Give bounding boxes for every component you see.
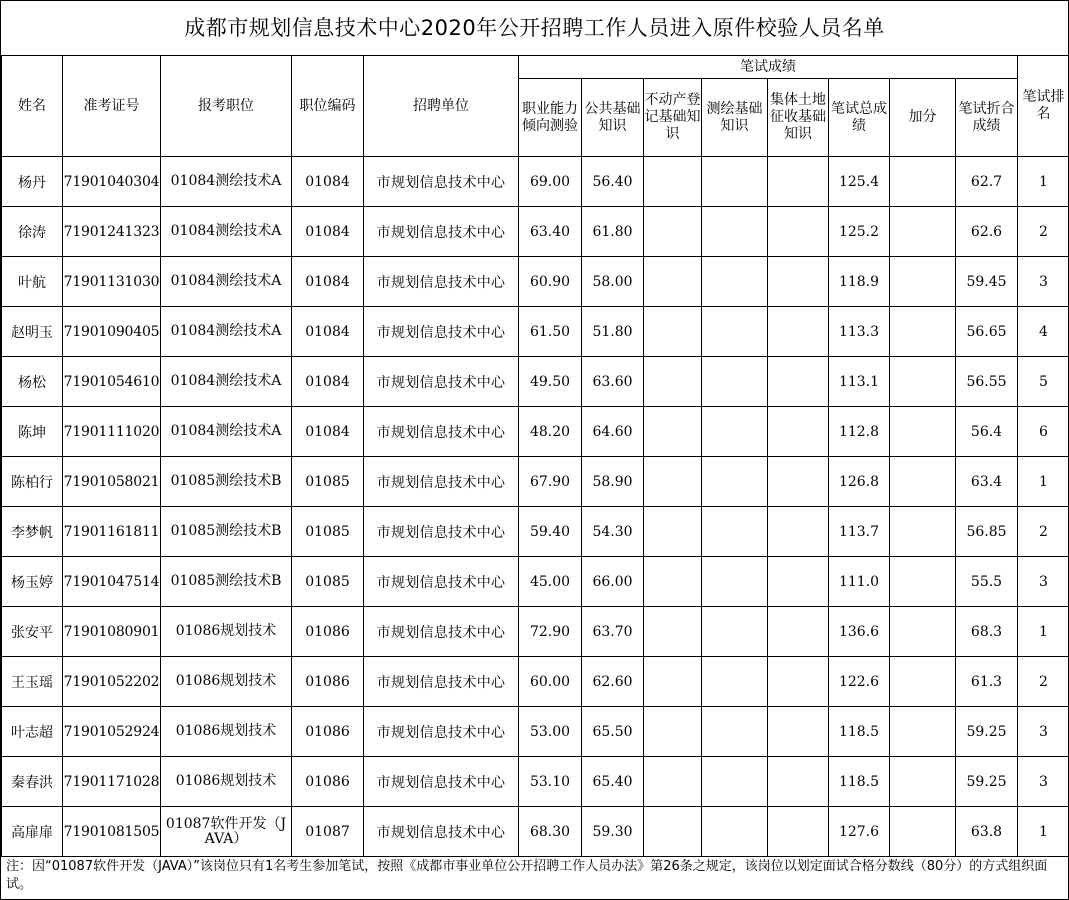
cell-position-code: 01085 [292,457,364,507]
header-bonus: 加分 [890,79,956,157]
cell-land [768,607,829,657]
cell-surveying [702,307,768,357]
cell-bonus [890,457,956,507]
table-row [2,707,1069,757]
cell-position-code: 01086 [292,607,364,657]
table-row [2,407,1069,457]
candidate-table [1,55,1069,857]
cell-land [768,207,829,257]
cell-aptitude: 63.40 [519,207,582,257]
cell-aptitude: 68.30 [519,807,582,857]
cell-total: 113.3 [829,307,890,357]
cell-rank: 2 [1018,657,1069,707]
cell-aptitude: 69.00 [519,157,582,207]
cell-rank: 1 [1018,607,1069,657]
cell-real-estate [644,807,702,857]
cell-unit: 市规划信息技术中心 [364,707,519,757]
cell-exam-id: 71901040304 [63,157,161,207]
cell-bonus [890,207,956,257]
cell-rank: 1 [1018,807,1069,857]
table-row [2,557,1069,607]
cell-bonus [890,807,956,857]
cell-land [768,307,829,357]
cell-aptitude: 72.90 [519,607,582,657]
cell-total: 125.2 [829,207,890,257]
cell-exam-id: 71901171028 [63,757,161,807]
cell-bonus [890,707,956,757]
cell-rank: 1 [1018,457,1069,507]
cell-public-basics: 63.60 [582,357,644,407]
cell-aptitude: 67.90 [519,457,582,507]
cell-position: 01085测绘技术B [161,457,292,507]
cell-rank: 6 [1018,407,1069,457]
cell-land [768,657,829,707]
header-surveying: 测绘基础知识 [702,79,768,157]
cell-surveying [702,207,768,257]
cell-public-basics: 61.80 [582,207,644,257]
cell-unit: 市规划信息技术中心 [364,457,519,507]
cell-name: 高扉扉 [2,807,63,857]
cell-real-estate [644,457,702,507]
cell-rank: 3 [1018,257,1069,307]
cell-surveying [702,657,768,707]
cell-position-code: 01084 [292,257,364,307]
cell-real-estate [644,307,702,357]
cell-total: 122.6 [829,657,890,707]
cell-surveying [702,557,768,607]
cell-position-code: 01084 [292,157,364,207]
table-row [2,157,1069,207]
cell-position: 01086规划技术 [161,757,292,807]
cell-aptitude: 59.40 [519,507,582,557]
cell-surveying [702,807,768,857]
cell-public-basics: 59.30 [582,807,644,857]
header-unit: 招聘单位 [364,56,519,157]
cell-total: 136.6 [829,607,890,657]
header-aptitude: 职业能力倾向测验 [519,79,582,157]
cell-unit: 市规划信息技术中心 [364,557,519,607]
header-position: 报考职位 [161,56,292,157]
footnote: 注：因“01087软件开发（JAVA）”该岗位只有1名考生参加笔试，按照《成都市事业单位公开招聘工作人员办法》第26条之规定，该岗位以划定面试合格分数线（80分）的方式组织面试。 [6,859,1048,892]
cell-aptitude: 53.00 [519,707,582,757]
cell-surveying [702,607,768,657]
table-row [2,457,1069,507]
cell-name: 徐涛 [2,207,63,257]
cell-surveying [702,757,768,807]
cell-public-basics: 51.80 [582,307,644,357]
document-title: 成都市规划信息技术中心2020年公开招聘工作人员进入原件校验人员名单 [184,16,885,40]
cell-converted: 63.8 [956,807,1018,857]
cell-real-estate [644,207,702,257]
cell-real-estate [644,707,702,757]
cell-real-estate [644,507,702,557]
cell-public-basics: 56.40 [582,157,644,207]
cell-unit: 市规划信息技术中心 [364,607,519,657]
cell-surveying [702,707,768,757]
cell-land [768,807,829,857]
cell-name: 叶志超 [2,707,63,757]
cell-name: 叶航 [2,257,63,307]
cell-public-basics: 65.40 [582,757,644,807]
header-position-code: 职位编码 [292,56,364,157]
table-row [2,657,1069,707]
cell-total: 118.9 [829,257,890,307]
cell-total: 127.6 [829,807,890,857]
cell-name: 杨玉婷 [2,557,63,607]
cell-public-basics: 65.50 [582,707,644,757]
cell-rank: 2 [1018,207,1069,257]
cell-name: 赵明玉 [2,307,63,357]
cell-aptitude: 53.10 [519,757,582,807]
cell-exam-id: 71901131030 [63,257,161,307]
cell-bonus [890,757,956,807]
cell-bonus [890,557,956,607]
cell-bonus [890,657,956,707]
cell-unit: 市规划信息技术中心 [364,657,519,707]
cell-land [768,707,829,757]
cell-bonus [890,157,956,207]
header-land: 集体土地征收基础知识 [768,79,829,157]
cell-position: 01084测绘技术A [161,407,292,457]
header-rank: 笔试排名 [1018,56,1069,157]
header-name: 姓名 [2,56,63,157]
cell-exam-id: 71901081505 [63,807,161,857]
cell-name: 陈坤 [2,407,63,457]
cell-name: 杨丹 [2,157,63,207]
cell-land [768,507,829,557]
cell-land [768,157,829,207]
cell-converted: 61.3 [956,657,1018,707]
cell-real-estate [644,657,702,707]
cell-name: 李梦帆 [2,507,63,557]
header-real-estate: 不动产登记基础知识 [644,79,702,157]
cell-real-estate [644,257,702,307]
cell-exam-id: 71901090405 [63,307,161,357]
cell-position-code: 01086 [292,707,364,757]
table-row [2,507,1069,557]
cell-public-basics: 58.00 [582,257,644,307]
cell-total: 112.8 [829,407,890,457]
cell-position: 01087软件开发（JAVA） [161,807,292,857]
cell-position-code: 01085 [292,507,364,557]
cell-position-code: 01084 [292,357,364,407]
cell-land [768,357,829,407]
table-body [2,157,1069,857]
cell-unit: 市规划信息技术中心 [364,807,519,857]
cell-position-code: 01087 [292,807,364,857]
cell-aptitude: 60.00 [519,657,582,707]
cell-converted: 63.4 [956,457,1018,507]
cell-position: 01084测绘技术A [161,357,292,407]
table-row [2,207,1069,257]
cell-rank: 1 [1018,157,1069,207]
cell-unit: 市规划信息技术中心 [364,207,519,257]
table-row [2,757,1069,807]
cell-converted: 62.6 [956,207,1018,257]
cell-land [768,407,829,457]
cell-converted: 56.4 [956,407,1018,457]
cell-aptitude: 48.20 [519,407,582,457]
header-written-group: 笔试成绩 [519,56,1018,79]
cell-converted: 56.65 [956,307,1018,357]
cell-public-basics: 54.30 [582,507,644,557]
cell-public-basics: 62.60 [582,657,644,707]
cell-total: 125.4 [829,157,890,207]
cell-position: 01085测绘技术B [161,557,292,607]
cell-bonus [890,257,956,307]
cell-unit: 市规划信息技术中心 [364,307,519,357]
cell-converted: 59.45 [956,257,1018,307]
cell-position-code: 01086 [292,757,364,807]
cell-name: 杨松 [2,357,63,407]
cell-rank: 3 [1018,557,1069,607]
cell-unit: 市规划信息技术中心 [364,257,519,307]
cell-converted: 56.85 [956,507,1018,557]
cell-aptitude: 45.00 [519,557,582,607]
table-row [2,307,1069,357]
cell-exam-id: 71901111020 [63,407,161,457]
table-row [2,807,1069,857]
cell-total: 113.1 [829,357,890,407]
cell-bonus [890,507,956,557]
cell-bonus [890,607,956,657]
cell-surveying [702,457,768,507]
cell-surveying [702,157,768,207]
cell-converted: 62.7 [956,157,1018,207]
cell-position-code: 01084 [292,407,364,457]
cell-exam-id: 71901241323 [63,207,161,257]
cell-land [768,557,829,607]
cell-total: 118.5 [829,707,890,757]
cell-name: 秦春洪 [2,757,63,807]
cell-rank: 5 [1018,357,1069,407]
cell-name: 张安平 [2,607,63,657]
cell-name: 陈柏行 [2,457,63,507]
cell-bonus [890,357,956,407]
cell-surveying [702,507,768,557]
cell-real-estate [644,757,702,807]
table-row [2,257,1069,307]
cell-position: 01086规划技术 [161,607,292,657]
cell-total: 113.7 [829,507,890,557]
cell-name: 王玉瑶 [2,657,63,707]
cell-unit: 市规划信息技术中心 [364,407,519,457]
cell-land [768,757,829,807]
cell-converted: 56.55 [956,357,1018,407]
cell-position: 01086规划技术 [161,707,292,757]
cell-converted: 59.25 [956,757,1018,807]
cell-position-code: 01086 [292,657,364,707]
cell-total: 126.8 [829,457,890,507]
cell-real-estate [644,407,702,457]
cell-total: 111.0 [829,557,890,607]
cell-position-code: 01084 [292,207,364,257]
cell-bonus [890,407,956,457]
cell-public-basics: 64.60 [582,407,644,457]
cell-rank: 2 [1018,507,1069,557]
cell-land [768,457,829,507]
cell-real-estate [644,557,702,607]
cell-position: 01084测绘技术A [161,257,292,307]
header-public-basics: 公共基础知识 [582,79,644,157]
cell-exam-id: 71901161811 [63,507,161,557]
cell-aptitude: 49.50 [519,357,582,407]
cell-real-estate [644,607,702,657]
cell-exam-id: 71901052924 [63,707,161,757]
cell-position: 01084测绘技术A [161,307,292,357]
cell-position: 01085测绘技术B [161,507,292,557]
cell-public-basics: 58.90 [582,457,644,507]
cell-unit: 市规划信息技术中心 [364,757,519,807]
cell-total: 118.5 [829,757,890,807]
cell-position: 01084测绘技术A [161,157,292,207]
table-row [2,357,1069,407]
cell-rank: 4 [1018,307,1069,357]
cell-exam-id: 71901052202 [63,657,161,707]
cell-converted: 68.3 [956,607,1018,657]
cell-aptitude: 60.90 [519,257,582,307]
cell-rank: 3 [1018,757,1069,807]
cell-public-basics: 63.70 [582,607,644,657]
header-converted: 笔试折合成绩 [956,79,1018,157]
cell-surveying [702,357,768,407]
cell-surveying [702,257,768,307]
cell-unit: 市规划信息技术中心 [364,357,519,407]
header-total: 笔试总成绩 [829,79,890,157]
cell-real-estate [644,157,702,207]
cell-aptitude: 61.50 [519,307,582,357]
cell-exam-id: 71901058021 [63,457,161,507]
cell-real-estate [644,357,702,407]
cell-exam-id: 71901054610 [63,357,161,407]
cell-converted: 59.25 [956,707,1018,757]
cell-bonus [890,307,956,357]
cell-land [768,257,829,307]
cell-unit: 市规划信息技术中心 [364,157,519,207]
cell-surveying [702,407,768,457]
cell-position-code: 01084 [292,307,364,357]
cell-rank: 3 [1018,707,1069,757]
cell-position: 01086规划技术 [161,657,292,707]
cell-position-code: 01085 [292,557,364,607]
cell-position: 01084测绘技术A [161,207,292,257]
header-exam-id: 准考证号 [63,56,161,157]
cell-exam-id: 71901047514 [63,557,161,607]
cell-unit: 市规划信息技术中心 [364,507,519,557]
header-row-group [2,56,1069,79]
cell-exam-id: 71901080901 [63,607,161,657]
table-row [2,607,1069,657]
cell-public-basics: 66.00 [582,557,644,607]
cell-converted: 55.5 [956,557,1018,607]
